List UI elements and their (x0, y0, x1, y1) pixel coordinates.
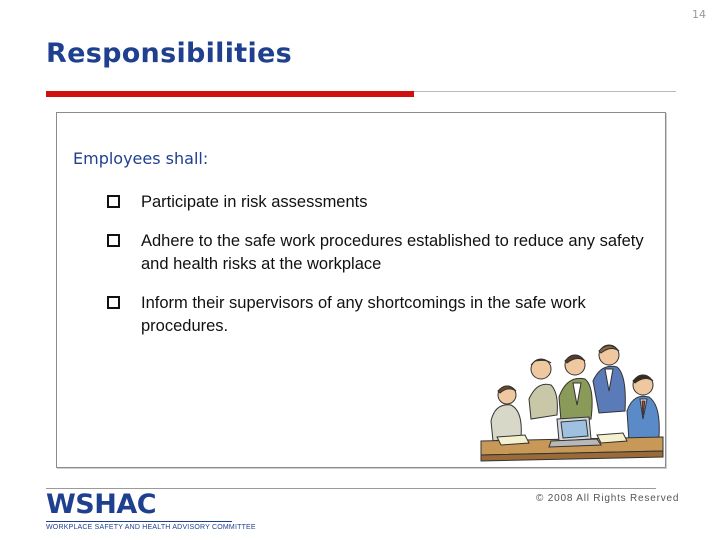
wshac-logo (46, 489, 256, 531)
slide-title: Responsibilities (46, 38, 293, 69)
bullet-item (105, 230, 645, 276)
office-team-meeting-illustration (477, 341, 667, 465)
person-standing-right (593, 345, 625, 413)
bullet-text: Inform their supervisors of any shortcomings in the safe work procedures. (141, 294, 586, 335)
person-center (559, 355, 592, 421)
bullet-list (105, 191, 645, 354)
person-front-right (627, 375, 659, 441)
checkbox-bullet-icon (107, 234, 120, 247)
person-front-left (491, 386, 521, 441)
checkbox-bullet-icon (107, 296, 120, 309)
logo-text: WSHAC (46, 489, 157, 520)
bullet-text: Participate in risk assessments (141, 193, 368, 211)
title-accent-bar (46, 91, 414, 97)
copyright-notice: © 2008 All Rights Reserved (536, 493, 680, 504)
logo-subtitle: WORKPLACE SAFETY AND HEALTH ADVISORY COMMITTEE (46, 524, 256, 531)
person-back-left (529, 359, 557, 419)
logo-divider (46, 521, 232, 522)
checkbox-bullet-icon (107, 195, 120, 208)
laptop-icon (549, 417, 601, 447)
content-box (56, 112, 666, 468)
page-number: 14 (692, 8, 706, 21)
bullet-item (105, 292, 645, 338)
bullet-text: Adhere to the safe work procedures established to reduce any safety and health risks at the workplace (141, 232, 644, 273)
bullet-item (105, 191, 645, 214)
intro-text: Employees shall: (73, 149, 209, 168)
